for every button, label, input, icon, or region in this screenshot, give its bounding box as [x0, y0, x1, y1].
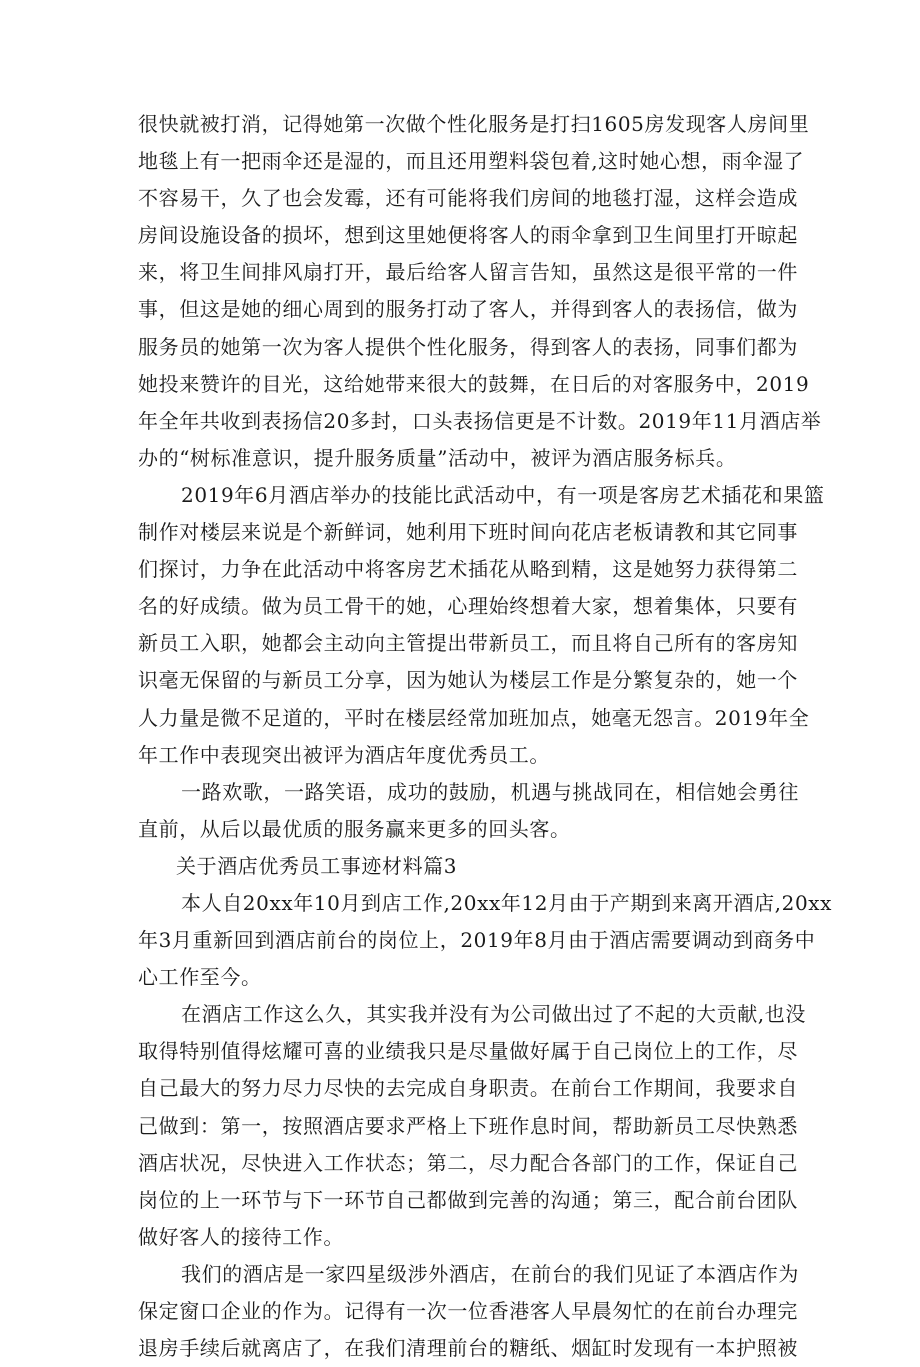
text-line: 年3月重新回到酒店前台的岗位上，2019年8月由于酒店需要调动到商务中	[138, 928, 816, 953]
text-line: 名的好成绩。做为员工骨干的她，心理始终想着大家，想着集体，只要有	[138, 594, 798, 619]
text-line: 岗位的上一环节与下一环节自己都做到完善的沟通；第三，配合前台团队	[138, 1187, 798, 1212]
paragraph-end-line: 直前，从后以最优质的服务赢来更多的回头客。	[138, 816, 571, 841]
paragraph-first-line: 在酒店工作这么久，其实我并没有为公司做出过了不起的大贡献,也没	[181, 1002, 806, 1027]
text-line: 们探讨，力争在此活动中将客房艺术插花从略到精，这是她努力获得第二	[138, 557, 798, 582]
article-body	[138, 106, 833, 1367]
paragraph-first-line: 2019年6月酒店举办的技能比武活动中，有一项是客房艺术插花和果篮	[181, 482, 825, 507]
text-line: 己做到：第一，按照酒店要求严格上下班作息时间，帮助新员工尽快熟悉	[138, 1113, 798, 1138]
text-line: 年全年共收到表扬信20多封，口头表扬信更是不计数。2019年11月酒店举	[138, 408, 822, 433]
paragraph-end-line: 心工作至今。	[138, 965, 262, 990]
text-line: 来，将卫生间排风扇打开，最后给客人留言告知，虽然这是很平常的一件	[138, 260, 798, 285]
text-line: 不容易干，久了也会发霉，还有可能将我们房间的地毯打湿，这样会造成	[138, 186, 798, 211]
text-line: 事，但这是她的细心周到的服务打动了客人，并得到客人的表扬信，做为	[138, 297, 798, 322]
text-line: 取得特别值得炫耀可喜的业绩我只是尽量做好属于自己岗位上的工作，尽	[138, 1039, 798, 1064]
text-line: 她投来赞许的目光，这给她带来很大的鼓舞，在日后的对客服务中，2019	[138, 371, 810, 396]
paragraph-first-line: 我们的酒店是一家四星级涉外酒店，在前台的我们见证了本酒店作为	[181, 1261, 799, 1286]
text-line: 人力量是微不足道的，平时在楼层经常加班加点，她毫无怨言。2019年全	[138, 705, 810, 730]
text-line: 保定窗口企业的作为。记得有一次一位香港客人早晨匆忙的在前台办理完	[138, 1299, 798, 1323]
text-line: 退房手续后就离店了，在我们清理前台的糖纸、烟缸时发现有一本护照被	[138, 1336, 798, 1361]
text-line: 新员工入职，她都会主动向主管提出带新员工，而且将自己所有的客房知	[138, 631, 798, 656]
text-line: 制作对楼层来说是个新鲜词，她利用下班时间向花店老板请教和其它同事	[138, 520, 798, 545]
paragraph-first-line: 一路欢歌，一路笑语，成功的鼓励，机遇与挑战同在，相信她会勇往	[181, 779, 799, 804]
text-line: 很快就被打消，记得她第一次做个性化服务是打扫1605房发现客人房间里	[138, 112, 810, 136]
text-line: 房间设施设备的损坏，想到这里她便将客人的雨伞拿到卫生间里打开晾起	[138, 223, 798, 248]
section-heading: 关于酒店优秀员工事迹材料篇3	[176, 853, 458, 878]
text-line: 自己最大的努力尽力尽快的去完成自身职责。在前台工作期间，我要求自	[138, 1076, 798, 1101]
text-line: 地毯上有一把雨伞还是湿的，而且还用塑料袋包着,这时她心想，雨伞湿了	[138, 149, 805, 174]
paragraph-end-line: 办的“树标准意识，提升服务质量”活动中，被评为酒店服务标兵。	[138, 445, 737, 470]
text-line: 识毫无保留的与新员工分享，因为她认为楼层工作是分繁复杂的，她一个	[138, 668, 798, 693]
text-line: 服务员的她第一次为客人提供个性化服务，得到客人的表扬，同事们都为	[138, 334, 798, 359]
text-line: 酒店状况，尽快进入工作状态；第二，尽力配合各部门的工作，保证自己	[138, 1150, 798, 1175]
paragraph-first-line: 本人自20xx年10月到店工作,20xx年12月由于产期到来离开酒店,20xx	[181, 890, 833, 915]
paragraph-end-line: 做好客人的接待工作。	[138, 1224, 344, 1249]
paragraph-end-line: 年工作中表现突出被评为酒店年度优秀员工。	[138, 742, 550, 767]
